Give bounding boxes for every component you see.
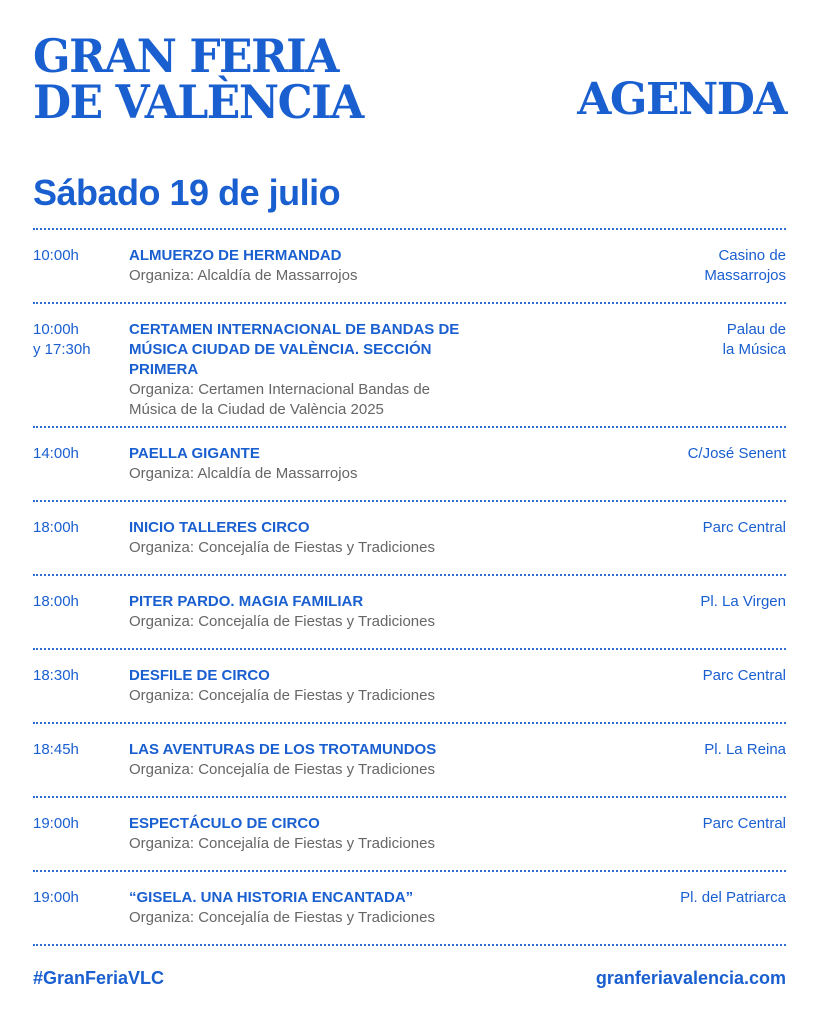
event-content (129, 444, 569, 484)
event-organizer: Organiza: Concejalía de Fiestas y Tradiciones (129, 909, 435, 926)
event-organizer: Organiza: Concejalía de Fiestas y Tradiciones (129, 613, 435, 630)
event-row (33, 724, 786, 796)
event-title: CERTAMEN INTERNACIONAL DE BANDAS DE MÚSICA CIUDAD DE VALÈNCIA. SECCIÓN PRIMERA (129, 321, 460, 378)
event-place: Pl. La Virgen (700, 593, 786, 610)
brand-line-2: DE VALÈNCIA (33, 76, 363, 130)
brand-line-1: GRAN FERIA (33, 29, 338, 84)
event-row (33, 872, 786, 944)
date-heading: Sábado 19 de julio (33, 172, 341, 213)
event-row (33, 304, 786, 426)
event-title: LAS AVENTURAS DE LOS TROTAMUNDOS (129, 741, 437, 758)
event-organizer: Organiza: Concejalía de Fiestas y Tradiciones (129, 761, 435, 778)
event-row (33, 230, 786, 302)
event-title: PAELLA GIGANTE (129, 445, 260, 462)
event-time: 18:00h (33, 519, 79, 536)
event-place: Pl. del Patriarca (680, 889, 786, 906)
website-link[interactable]: granferiavalencia.com (595, 968, 786, 988)
event-title: INICIO TALLERES CIRCO (129, 519, 310, 536)
event-content (129, 814, 569, 854)
event-organizer: Organiza: Concejalía de Fiestas y Tradiciones (129, 539, 435, 556)
event-place: Palau de la Música (722, 321, 786, 358)
event-row (33, 502, 786, 574)
divider (33, 944, 786, 946)
hashtag: #GranFeriaVLC (33, 968, 165, 988)
brand-logo (33, 29, 363, 130)
event-title: ESPECTÁCULO DE CIRCO (129, 815, 320, 832)
event-row (33, 428, 786, 500)
event-time: 18:45h (33, 741, 79, 758)
event-title: ALMUERZO DE HERMANDAD (129, 247, 342, 264)
event-place: Parc Central (702, 667, 786, 684)
event-organizer: Organiza: Concejalía de Fiestas y Tradiciones (129, 835, 435, 852)
event-organizer: Organiza: Alcaldía de Massarrojos (129, 465, 358, 482)
event-time: 18:30h (33, 667, 79, 684)
event-place: Parc Central (702, 815, 786, 832)
event-place: Parc Central (702, 519, 786, 536)
event-organizer: Organiza: Certamen Internacional Bandas de Música de la Ciudad de València 2025 (129, 381, 431, 418)
event-time: 19:00h (33, 815, 79, 832)
event-content (129, 320, 569, 420)
event-time: 10:00h (33, 247, 79, 264)
event-content (129, 888, 569, 928)
event-title: PITER PARDO. MAGIA FAMILIAR (129, 593, 364, 610)
event-place: C/José Senent (687, 445, 786, 462)
event-title: DESFILE DE CIRCO (129, 667, 270, 684)
header (33, 29, 786, 134)
event-content (129, 518, 569, 558)
event-time: 19:00h (33, 889, 79, 906)
event-row (33, 576, 786, 648)
event-row (33, 798, 786, 870)
event-place: Casino de Massarrojos (704, 247, 786, 284)
event-time: 10:00h y 17:30h (33, 321, 91, 358)
agenda-title: AGENDA (577, 74, 786, 125)
event-content (129, 666, 569, 706)
event-content (129, 246, 569, 286)
event-time: 18:00h (33, 593, 79, 610)
event-organizer: Organiza: Concejalía de Fiestas y Tradiciones (129, 687, 435, 704)
event-content (129, 592, 569, 632)
event-organizer: Organiza: Alcaldía de Massarrojos (129, 267, 358, 284)
event-time: 14:00h (33, 445, 79, 462)
event-row (33, 650, 786, 722)
event-title: “GISELA. UNA HISTORIA ENCANTADA” (129, 889, 414, 906)
event-list (33, 228, 786, 946)
event-place: Pl. La Reina (704, 741, 786, 758)
event-content (129, 740, 569, 780)
